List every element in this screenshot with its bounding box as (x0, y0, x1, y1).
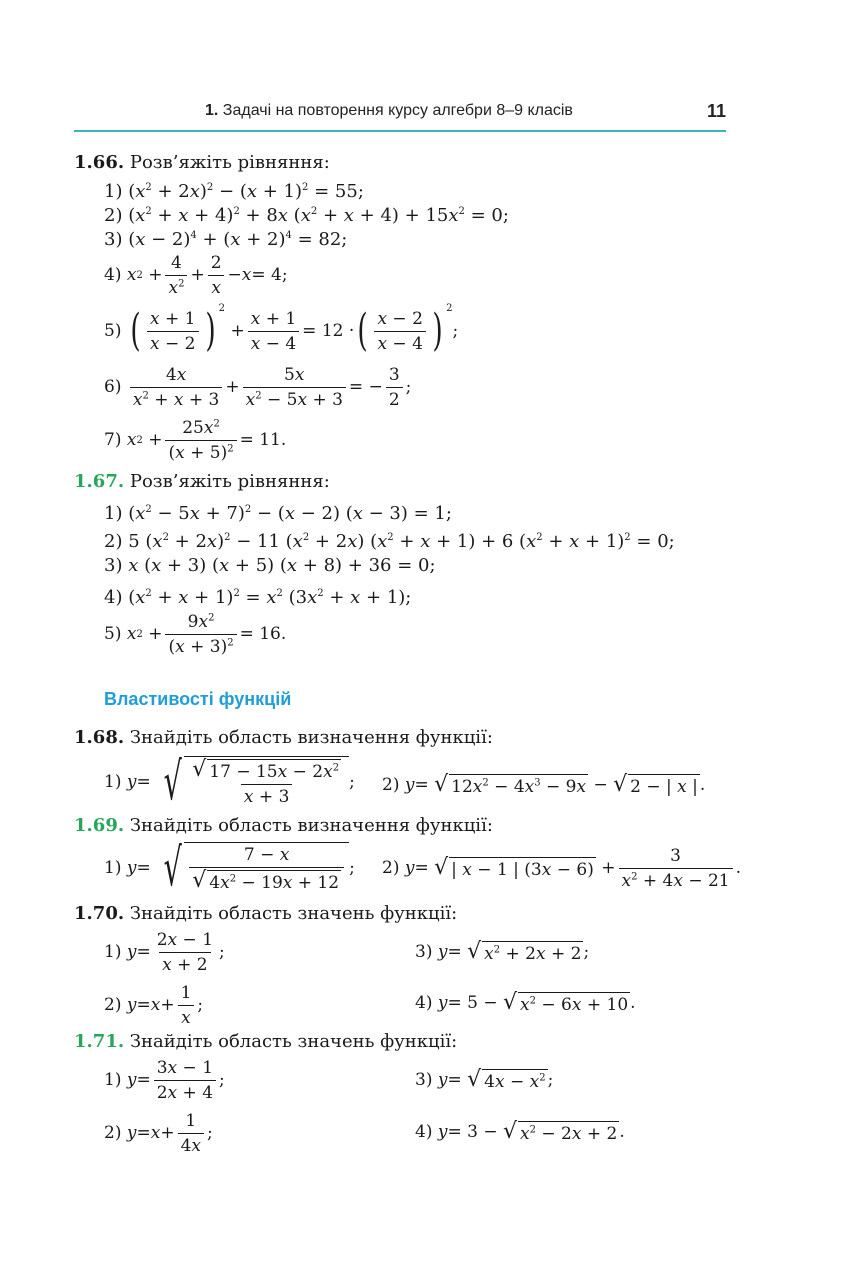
problem-1-68-heading (74, 727, 493, 749)
header-rule (74, 130, 726, 132)
equation: 5) ( $\frac{x + 1}{x - 2}$ ) 2 + $\frac{x + 1}{x - 4}$ = 12 · ( $\frac{x - 2}{x - 4}$ ) 2 ; (104, 303, 459, 356)
problem-1-69-heading (74, 815, 493, 837)
chapter-title: Задачі на повторення курсу алгебри 8–9 класів (222, 102, 573, 119)
equation: 4) $(x^2 + x + 1)^2 = x^2$ $(3x^2 + x + 1)$; (104, 587, 412, 608)
equation: 6) $\frac{4x}{x^2 + x + 3}$ + $\frac{5x}{x^2 - 5x + 3}$ = − $\frac{3}{2}$ ; (104, 364, 412, 410)
problem-title: Розв’яжіть рівняння: (129, 152, 330, 173)
equation: 2) y = √ $12x^2 - 4x^3 - 9x$ − √ 2 − | x | . (382, 771, 706, 797)
equation: 1) $(x^2 + 2x)^2 - (x + 1)^2 = 55$; (104, 181, 364, 202)
equation: 7) x 2 + $\frac{25x^2}{(x + 5)^2}$ = 11. (104, 417, 287, 463)
section-title: Властивості функцій (104, 689, 292, 709)
problem-number: 1.71. (74, 1031, 125, 1052)
problem-title: Знайдіть область визначення функції: (129, 815, 493, 836)
equation: 1) y = √ 7 − x √ $4x^2 - 19x + 12$ ; (104, 838, 355, 898)
problem-1-71-heading (74, 1031, 457, 1053)
equation: 3) y = √ $4x - x^2$ ; (415, 1066, 554, 1092)
problem-number: 1.70. (74, 903, 125, 924)
equation: 1) y = √ √ $17 - 15x - 2x^2$ x + 3 ; (104, 752, 355, 812)
equation: 3) x (x + 3) (x + 5) (x + 8) + 36 = 0; (104, 555, 436, 576)
problem-number: 1.66. (74, 152, 125, 173)
problem-1-70-heading (74, 903, 457, 925)
equation: 1) $(x^2 - 5x + 7)^2 - (x - 2) (x - 3) = 1$; (104, 503, 452, 524)
equation: 2) y = x + $\frac{1}{4x}$ ; (104, 1110, 213, 1156)
problem-title: Розв’яжіть рівняння: (129, 471, 330, 492)
equation: 4) y = 3 − √ $x^2 - 2x + 2$ . (415, 1118, 625, 1144)
equation: 2) 5 $(x^2 + 2x)^2 - 11$ $(x^2 + 2x) (x^2 + x + 1) + 6$ $(x^2 + x + 1)^2 = 0$; (104, 531, 675, 552)
running-header (205, 102, 573, 120)
equation: 2) y = x + $\frac{1}{x}$ ; (104, 982, 204, 1028)
equation: 2) y = √ | x − 1 | (3x − 6) + $\frac{3}{x^2 + 4x - 21}$ . (382, 845, 742, 891)
chapter-number: 1. (205, 102, 219, 119)
equation: 1) y = $\frac{3x - 1}{2x + 4}$ ; (104, 1057, 225, 1103)
problem-title: Знайдіть область визначення функції: (129, 727, 493, 748)
page-number: 11 (707, 101, 727, 121)
equation: 3) $(x - 2)^4 + (x + 2)^4 = 82$; (104, 229, 348, 250)
equation: 4) y = 5 − √ $x^2 - 6x + 10$ . (415, 989, 636, 1015)
problem-title: Знайдіть область значень функції: (129, 1031, 458, 1052)
equation: 4) x 2 + $\frac{4}{x^2}$ + $\frac{2}{x}$ − x = 4; (104, 252, 288, 298)
equation: 2) $(x^2 + x + 4)^2 + 8x$ $(x^2 + x + 4) + 15x^2 = 0$; (104, 205, 509, 226)
problem-title: Знайдіть область значень функції: (129, 903, 458, 924)
problem-number: 1.67. (74, 471, 125, 492)
equation: 1) y = $\frac{2x - 1}{x + 2}$ ; (104, 929, 225, 975)
problem-1-66-heading (74, 152, 330, 174)
problem-number: 1.69. (74, 815, 125, 836)
equation: 5) x 2 + $\frac{9x^2}{(x + 3)^2}$ = 16. (104, 611, 287, 657)
equation: 3) y = √ $x^2 + 2x + 2$ ; (415, 938, 590, 964)
problem-1-67-heading (74, 471, 330, 493)
problem-number: 1.68. (74, 727, 125, 748)
